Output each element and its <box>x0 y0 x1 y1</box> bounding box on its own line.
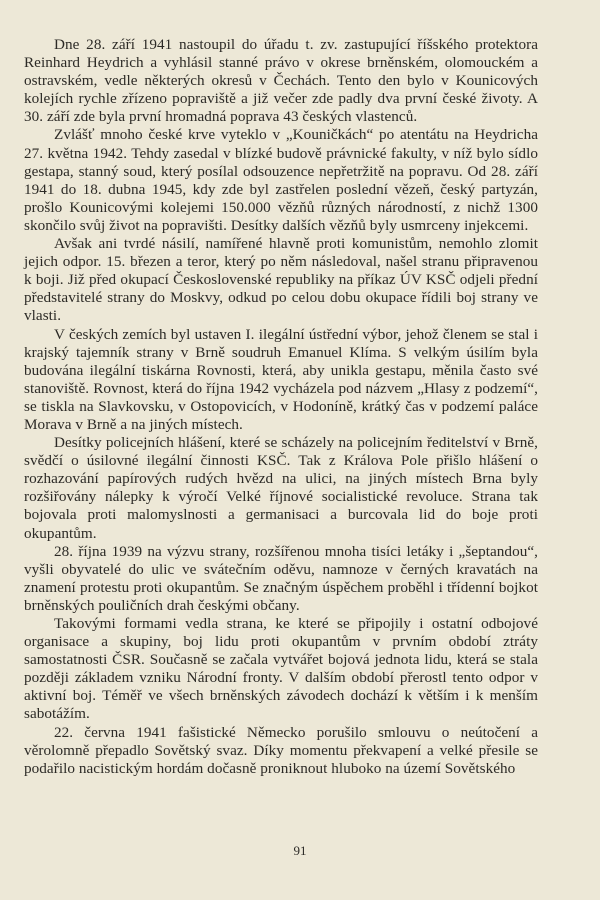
paragraph: Takovými formami vedla strana, ke které se připojily i ostatní odbojové organisace a skupiny, boj lidu proti okupantům v prvním období ztráty samostatnosti ČSR. Současně se začala vytvářet bojová jednota lidu, která se stala později základem vzniku Národní fronty. V dalším období přerostl tento odpor v aktivní boj. Téměř ve všech brněnských závodech dochází k větším i k menším sabotážím. <box>24 615 538 723</box>
paragraph: Dne 28. září 1941 nastoupil do úřadu t. zv. zastupující říšského protektora Reinhard Heydrich a vyhlásil stanné právo v okrese brněnském, olomouckém a ostravském, vedle některých okresů v Čechách. Tento den bylo v Kounicových kolejích rychle zřízeno popraviště a již večer zde padly dva první české životy. A 30. září zde byla první hromadná poprava 43 českých vlastenců. <box>24 36 538 126</box>
page-number: 91 <box>293 843 307 858</box>
paragraph: Desítky policejních hlášení, které se scházely na policejním ředitelství v Brně, svědčí o úsilovné ilegální činnosti KSČ. Tak z Králova Pole přišlo hlášení o rozhazování papírových rudých hvězd na ulici, na jiných místech Brna byly rozšiřovány nálepky k výročí Velké říjnové socialistické revoluce. Strana tak bojovala proti malomyslnosti a germanisaci a burcovala lid do boje proti okupantům. <box>24 434 538 542</box>
paragraph: Avšak ani tvrdé násilí, namířené hlavně proti komunistům, nemohlo zlomit jejich odpor. 15. březen a teror, který po něm následoval, našel stranu připravenou k boji. Již před okupací Československé republiky na příkaz ÚV KSČ odjeli přední představitelé strany do Moskvy, odkud po celou dobu okupace řídili boj strany ve vlasti. <box>24 235 538 325</box>
paragraph: V českých zemích byl ustaven I. ilegální ústřední výbor, jehož členem se stal i krajský tajemník strany v Brně soudruh Emanuel Klíma. S velkým úsilím byla budována ilegální tiskárna Rovnosti, která, aby unikla gestapu, měnila často své stanoviště. Rovnost, která do října 1942 vycházela pod názvem „Hlasy z podzemí“, se tiskla na Slavkovsku, v Ostopovicích, v Hodoníně, krátký čas v podzemí paláce Morava v Brně a na jiných místech. <box>24 325 538 433</box>
paragraph: 28. října 1939 na výzvu strany, rozšířenou mnoha tisíci letáky i „šeptandou“, vyšli obyvatelé do ulic ve svátečním oděvu, namnoze v černých kravatách na znamení protestu proti okupantům. Se značným úspěchem proběhl i třídenní bojkot brněnských pouličních drah českými občany. <box>24 542 538 614</box>
paragraph: Zvlášť mnoho české krve vyteklo v „Kouničkách“ po atentátu na Heydricha 27. května 1942. Tehdy zasedal v blízké budově právnické fakulty, v níž bylo sídlo gestapa, stanný soud, který posílal odsouzence nepřetržitě na popravu. Od 28. září 1941 do 18. dubna 1945, kdy zde byl zastřelen poslední vězeň, český partyzán, prošlo Kounicovými kolejemi 150.000 vězňů různých národností, z nichž 1300 skončilo svůj život na popravišti. Desítky dalších vězňů byly usmrceny injekcemi. <box>24 126 538 234</box>
paragraph: 22. června 1941 fašistické Německo porušilo smlouvu o neútočení a věrolomně přepadlo Sovětský svaz. Díky momentu překvapení a velké přesile se podařilo nacistickým hordám dočasně proniknout hluboko na území Sovětského <box>24 723 538 777</box>
body-text <box>24 36 538 778</box>
